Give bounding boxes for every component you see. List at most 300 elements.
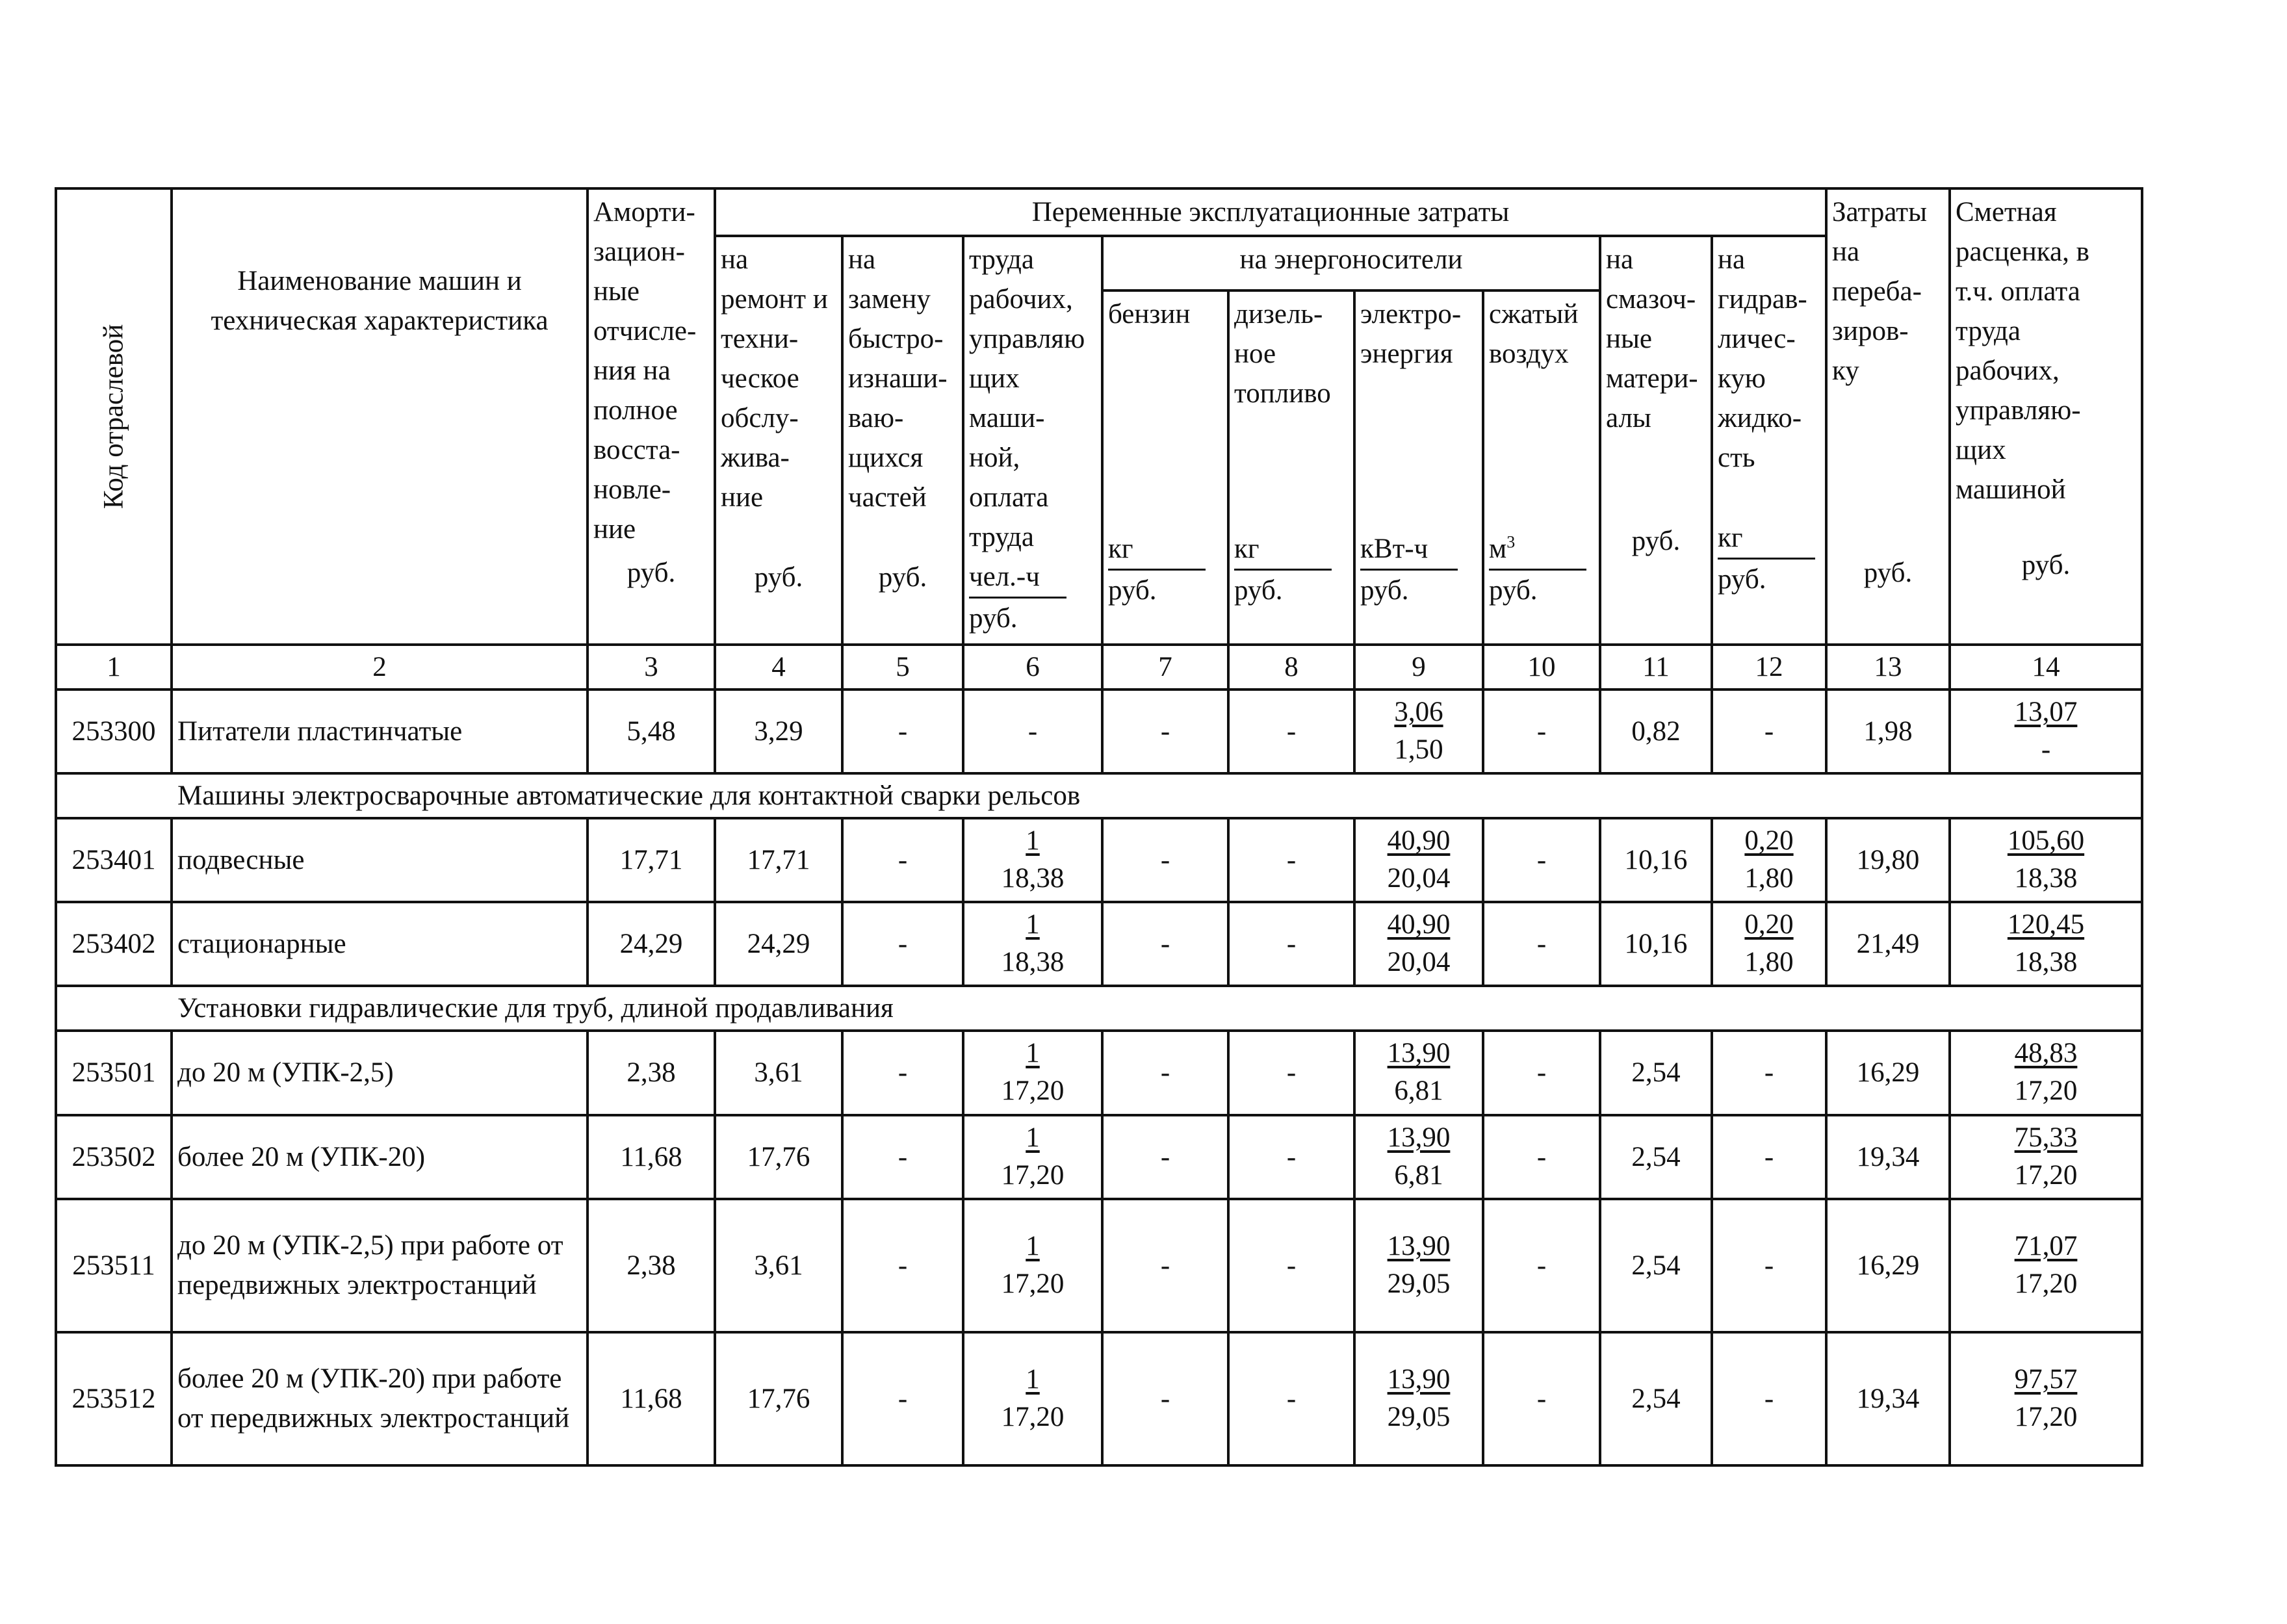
unit-kwh: кВт-ч: [1360, 529, 1458, 571]
unit-rub: руб.: [1631, 526, 1681, 557]
unit-rub: руб.: [1108, 574, 1157, 606]
column-number-row: [56, 645, 2142, 690]
header-line: быстро-: [848, 324, 944, 355]
header-code: [56, 188, 172, 645]
header-line: ные: [1606, 324, 1652, 355]
header-code-label: Код отраслевой: [98, 324, 129, 509]
header-petrol: [1102, 290, 1228, 645]
cell-amortization: 11,68: [588, 1115, 715, 1199]
row-name: Питатели пластинчатые: [172, 690, 588, 773]
header-row-1: [56, 188, 2142, 236]
cell-repair: 3,61: [715, 1031, 842, 1115]
header-line: ния на: [593, 355, 671, 387]
cell-labor-bottom: 18,38: [1001, 947, 1065, 978]
unit-rub: руб.: [1863, 558, 1913, 589]
cell-electric-top: 40,90: [1387, 909, 1451, 940]
cell-electric-fraction: [1388, 906, 1451, 981]
cell-estimate-top: 97,57: [2014, 1363, 2078, 1395]
cell-air: -: [1483, 1115, 1600, 1199]
unit-rub: руб.: [1718, 564, 1766, 595]
header-line: жива-: [721, 443, 790, 474]
row-name: до 20 м (УПК-2,5) при работе от передвижных электростанций: [172, 1199, 588, 1332]
cell-estimate-fraction: [2008, 822, 2084, 897]
cell-hydraulic-bottom: 1,80: [1744, 947, 1794, 978]
cell-petrol: -: [1102, 1199, 1228, 1332]
header-variable-costs: Переменные эксплуатационные затраты: [715, 188, 1826, 236]
cell-hydraulic-fraction: [1744, 906, 1793, 981]
cell-petrol: -: [1102, 1332, 1228, 1465]
cell-electric: [1354, 1115, 1483, 1199]
cell-estimate-fraction: [2015, 1228, 2078, 1303]
cell-estimate-bottom: 17,20: [2014, 1159, 2078, 1191]
cell-estimate-fraction: [2008, 906, 2084, 981]
cell-electric: [1354, 1031, 1483, 1115]
cell-electric-top: 13,90: [1387, 1038, 1451, 1069]
section-row: [56, 986, 2142, 1031]
cell-electric-top: 40,90: [1387, 825, 1451, 857]
header-line: топливо: [1234, 378, 1331, 409]
cell-labor-fraction: [1001, 1228, 1065, 1303]
cell-rebase: 19,34: [1826, 1115, 1950, 1199]
cell-electric-fraction: [1388, 1228, 1451, 1303]
cell-estimate-bottom: 17,20: [2014, 1268, 2078, 1299]
row-code: 253501: [56, 1031, 172, 1115]
cell-estimate: [1950, 690, 2142, 773]
cell-hydraulic-fraction: [1744, 822, 1793, 897]
unit-rub: руб.: [1360, 574, 1409, 606]
cell-air: -: [1483, 690, 1600, 773]
column-number-1: 1: [56, 645, 172, 690]
cell-electric-bottom: 29,05: [1387, 1401, 1451, 1432]
header-name-label: Наименование машин и техническая характеристика: [211, 266, 549, 337]
header-line: сть: [1718, 443, 1755, 474]
cell-electric-top: 13,90: [1387, 1363, 1451, 1395]
header-line: отчисле-: [593, 316, 697, 347]
header-line: ной,: [969, 443, 1020, 474]
header-line: кую: [1718, 363, 1766, 394]
row-name: стационарные: [172, 902, 588, 986]
header-line: полное: [593, 395, 678, 426]
cell-labor: [963, 1332, 1102, 1465]
cell-labor: -: [963, 690, 1102, 773]
header-line: ные: [593, 276, 640, 307]
unit-rub: руб.: [2021, 550, 2071, 581]
cell-amortization: 24,29: [588, 902, 715, 986]
header-line: щихся: [848, 443, 924, 474]
header-hydraulic-label: [1718, 240, 1820, 478]
header-line: обслу-: [721, 403, 799, 434]
header-repair: [715, 236, 842, 645]
cell-replace: -: [842, 1031, 963, 1115]
column-number-3: 3: [588, 645, 715, 690]
section-row: [56, 773, 2142, 818]
row-code: 253502: [56, 1115, 172, 1199]
cell-replace: -: [842, 690, 963, 773]
header-line: т.ч. оплата: [1956, 276, 2080, 307]
cell-estimate-fraction: [2015, 1035, 2078, 1110]
header-line: энергия: [1360, 338, 1453, 369]
header-line: труда: [969, 522, 1035, 553]
header-line: изнаши-: [848, 363, 948, 394]
cell-labor-top: 1: [1026, 1230, 1040, 1261]
cell-estimate-bottom: 17,20: [2014, 1401, 2078, 1432]
header-diesel-label: [1234, 294, 1349, 413]
cell-amortization: 11,68: [588, 1332, 715, 1465]
cell-estimate-fraction: [2015, 1361, 2078, 1436]
column-number-2: 2: [172, 645, 588, 690]
unit-rub: руб.: [1234, 574, 1283, 606]
header-line: управляю: [969, 324, 1085, 355]
header-line: управляю-: [1956, 395, 2081, 426]
table-body: [56, 188, 2142, 1465]
cell-hydraulic-top: 0,20: [1744, 909, 1794, 940]
column-number-4: 4: [715, 645, 842, 690]
row-code: 253402: [56, 902, 172, 986]
header-labor: [963, 236, 1102, 645]
unit-rub: руб.: [969, 603, 1018, 634]
column-number-10: 10: [1483, 645, 1600, 690]
cell-electric-bottom: 29,05: [1387, 1268, 1451, 1299]
cell-estimate: [1950, 1115, 2142, 1199]
cell-labor-bottom: 17,20: [1001, 1268, 1065, 1299]
header-line: техни-: [721, 324, 799, 355]
cell-amortization: 2,38: [588, 1031, 715, 1115]
header-line: частей: [848, 482, 927, 513]
header-line: ние: [593, 514, 636, 545]
header-hydraulic: [1712, 236, 1826, 645]
cell-electric-bottom: 6,81: [1394, 1159, 1443, 1191]
cell-estimate-top: 75,33: [2014, 1122, 2078, 1153]
cell-petrol: -: [1102, 1115, 1228, 1199]
header-line: машиной: [1956, 474, 2066, 506]
cell-amortization: 5,48: [588, 690, 715, 773]
cell-electric-bottom: 20,04: [1387, 863, 1451, 894]
cell-labor-top: 1: [1026, 825, 1040, 857]
header-replace-label: [848, 240, 957, 517]
cell-rebase: 16,29: [1826, 1031, 1950, 1115]
table-row: [56, 690, 2142, 773]
cell-rebase: 19,80: [1826, 818, 1950, 902]
row-code: 253511: [56, 1199, 172, 1332]
cell-diesel: -: [1228, 1031, 1354, 1115]
row-name: до 20 м (УПК-2,5): [172, 1031, 588, 1115]
cell-hydraulic: -: [1712, 1115, 1826, 1199]
cell-hydraulic: -: [1712, 1199, 1826, 1332]
header-line: замену: [848, 284, 931, 315]
table-row: [56, 1199, 2142, 1332]
cell-lube: 2,54: [1600, 1031, 1712, 1115]
header-line: рабочих,: [1956, 355, 2060, 387]
header-diesel: [1228, 290, 1354, 645]
table-row: [56, 902, 2142, 986]
row-name: более 20 м (УПК-20) при работе от передвижных электростанций: [172, 1332, 588, 1465]
cell-estimate-top: 48,83: [2014, 1038, 2078, 1069]
unit-man-hour: чел.-ч: [969, 557, 1066, 599]
header-electric: [1354, 290, 1483, 645]
cell-estimate: [1950, 1199, 2142, 1332]
cell-electric-top: 3,06: [1394, 697, 1443, 728]
cell-estimate: [1950, 902, 2142, 986]
header-line: сжатый: [1489, 298, 1579, 329]
cell-repair: 17,71: [715, 818, 842, 902]
cell-estimate-bottom: 17,20: [2014, 1076, 2078, 1107]
header-air-label: [1489, 294, 1594, 374]
cell-labor-top: 1: [1026, 909, 1040, 940]
header-estimate: [1950, 188, 2142, 645]
cell-hydraulic: [1712, 902, 1826, 986]
cell-rebase: 19,34: [1826, 1332, 1950, 1465]
header-line: жидко-: [1718, 403, 1802, 434]
unit-m3-base: м: [1489, 533, 1507, 564]
unit-rub: руб.: [878, 562, 927, 593]
header-repair-label: [721, 240, 836, 517]
header-lube: [1600, 236, 1712, 645]
header-line: на: [1832, 237, 1860, 268]
header-line: дизель-: [1234, 298, 1323, 329]
header-air: [1483, 290, 1600, 645]
cell-lube: 10,16: [1600, 902, 1712, 986]
row-code: 253512: [56, 1332, 172, 1465]
header-line: восста-: [593, 435, 680, 466]
cell-rebase: 16,29: [1826, 1199, 1950, 1332]
cell-electric-bottom: 20,04: [1387, 947, 1451, 978]
unit-kg: кг: [1234, 529, 1332, 571]
cell-electric-fraction: [1388, 1035, 1451, 1110]
cell-labor: [963, 1199, 1102, 1332]
header-line: ремонт и: [721, 284, 828, 315]
header-estimate-label: [1956, 192, 2136, 509]
cell-electric-fraction: [1394, 693, 1443, 769]
cell-hydraulic: [1712, 818, 1826, 902]
header-line: ное: [1234, 338, 1276, 369]
header-electric-label: [1360, 294, 1477, 374]
column-number-13: 13: [1826, 645, 1950, 690]
column-number-7: 7: [1102, 645, 1228, 690]
cell-electric-fraction: [1388, 1361, 1451, 1436]
cell-diesel: -: [1228, 818, 1354, 902]
cell-estimate-top: 105,60: [2007, 825, 2085, 857]
cell-diesel: -: [1228, 1199, 1354, 1332]
header-line: Затраты: [1832, 197, 1927, 227]
header-line: электро-: [1360, 298, 1462, 329]
section-title: Установки гидравлические для труб, длиной продавливания: [56, 986, 2142, 1031]
cell-air: -: [1483, 1031, 1600, 1115]
section-title: Машины электросварочные автоматические для контактной сварки рельсов: [56, 773, 2142, 818]
column-number-9: 9: [1354, 645, 1483, 690]
header-line: личес-: [1718, 324, 1796, 355]
cell-labor-fraction: [1001, 1035, 1065, 1110]
cell-electric: [1354, 818, 1483, 902]
cell-replace: -: [842, 818, 963, 902]
table-row: [56, 1115, 2142, 1199]
column-number-5: 5: [842, 645, 963, 690]
row-name: подвесные: [172, 818, 588, 902]
column-number-14: 14: [1950, 645, 2142, 690]
cell-hydraulic-bottom: 1,80: [1744, 863, 1794, 894]
unit-kg: кг: [1108, 529, 1206, 571]
header-name: [172, 188, 588, 645]
row-code: 253401: [56, 818, 172, 902]
row-name: более 20 м (УПК-20): [172, 1115, 588, 1199]
cell-lube: 2,54: [1600, 1332, 1712, 1465]
header-amortization: [588, 188, 715, 645]
unit-kg: кг: [1718, 518, 1815, 560]
row-code: 253300: [56, 690, 172, 773]
cell-hydraulic: -: [1712, 690, 1826, 773]
unit-rub: руб.: [754, 562, 803, 593]
cell-lube: 0,82: [1600, 690, 1712, 773]
cell-replace: -: [842, 1332, 963, 1465]
header-line: воздух: [1489, 338, 1569, 369]
cell-diesel: -: [1228, 1115, 1354, 1199]
cell-repair: 17,76: [715, 1332, 842, 1465]
cell-air: -: [1483, 1332, 1600, 1465]
header-line: Сметная: [1956, 197, 2057, 227]
cell-electric-bottom: 6,81: [1394, 1076, 1443, 1107]
cell-lube: 10,16: [1600, 818, 1712, 902]
cell-labor: [963, 1031, 1102, 1115]
cell-electric: [1354, 1199, 1483, 1332]
cell-repair: 17,76: [715, 1115, 842, 1199]
cell-labor: [963, 818, 1102, 902]
cell-amortization: 17,71: [588, 818, 715, 902]
header-line: ческое: [721, 363, 799, 394]
cell-amortization: 2,38: [588, 1199, 715, 1332]
cell-lube: 2,54: [1600, 1199, 1712, 1332]
cell-rebase: 21,49: [1826, 902, 1950, 986]
header-line: оплата: [969, 482, 1049, 513]
header-energy: на энергоносители: [1102, 236, 1600, 290]
header-line: щих: [969, 363, 1020, 394]
header-rebase-label: [1832, 192, 1944, 391]
unit-rub: руб.: [1489, 574, 1538, 606]
header-lube-label: [1606, 240, 1706, 438]
cell-repair: 3,29: [715, 690, 842, 773]
cell-electric: [1354, 1332, 1483, 1465]
cell-labor-top: 1: [1026, 1038, 1040, 1069]
header-line: щих: [1956, 435, 2006, 466]
column-number-8: 8: [1228, 645, 1354, 690]
header-line: на: [1718, 244, 1746, 276]
header-rebase: [1826, 188, 1950, 645]
cell-lube: 2,54: [1600, 1115, 1712, 1199]
cell-estimate-top: 120,45: [2007, 909, 2085, 940]
header-line: алы: [1606, 403, 1651, 434]
cell-labor: [963, 902, 1102, 986]
cell-electric-fraction: [1388, 822, 1451, 897]
cell-hydraulic: -: [1712, 1332, 1826, 1465]
cell-replace: -: [842, 1115, 963, 1199]
header-line: матери-: [1606, 363, 1698, 394]
header-line: на: [848, 244, 876, 276]
column-number-11: 11: [1600, 645, 1712, 690]
cell-repair: 3,61: [715, 1199, 842, 1332]
header-line: расценка, в: [1956, 237, 2089, 268]
cell-electric-bottom: 1,50: [1394, 734, 1443, 766]
cell-labor-bottom: 17,20: [1001, 1076, 1065, 1107]
header-line: смазоч-: [1606, 284, 1696, 315]
header-line: труда: [1956, 316, 2021, 347]
cell-petrol: -: [1102, 1031, 1228, 1115]
rates-table: [55, 187, 2143, 1467]
cell-estimate-fraction: [2015, 693, 2078, 769]
header-line: на: [721, 244, 749, 276]
cell-labor-top: 1: [1026, 1122, 1040, 1153]
cell-estimate-bottom: 18,38: [2014, 947, 2078, 978]
cell-air: -: [1483, 902, 1600, 986]
cell-labor-top: 1: [1026, 1363, 1040, 1395]
cell-estimate-fraction: [2015, 1119, 2078, 1194]
column-number-12: 12: [1712, 645, 1826, 690]
cell-estimate: [1950, 818, 2142, 902]
unit-m3: [1489, 529, 1586, 571]
cell-repair: 24,29: [715, 902, 842, 986]
header-line: зацион-: [593, 237, 685, 268]
cell-air: -: [1483, 1199, 1600, 1332]
cell-labor: [963, 1115, 1102, 1199]
cell-electric: [1354, 690, 1483, 773]
cell-estimate-bottom: 18,38: [2014, 863, 2078, 894]
header-labor-label: [969, 240, 1096, 557]
cell-electric: [1354, 902, 1483, 986]
cell-estimate-top: 71,07: [2014, 1230, 2078, 1261]
header-petrol-label: бензин: [1108, 298, 1191, 329]
header-line: рабочих,: [969, 284, 1073, 315]
cell-labor-fraction: [1001, 822, 1065, 897]
cell-electric-top: 13,90: [1387, 1230, 1451, 1261]
header-line: на: [1606, 244, 1634, 276]
cell-labor-fraction: [1001, 1119, 1065, 1194]
cell-hydraulic-top: 0,20: [1744, 825, 1794, 857]
header-line: новле-: [593, 474, 671, 506]
table-row: [56, 1332, 2142, 1465]
header-line: зиров-: [1832, 316, 1909, 347]
unit-m3-sup: 3: [1506, 532, 1516, 552]
cell-petrol: -: [1102, 690, 1228, 773]
cell-labor-bottom: 17,20: [1001, 1159, 1065, 1191]
header-line: гидрав-: [1718, 284, 1807, 315]
cell-labor-bottom: 17,20: [1001, 1401, 1065, 1432]
header-line: ваю-: [848, 403, 904, 434]
cell-labor-fraction: [1001, 906, 1065, 981]
header-line: маши-: [969, 403, 1045, 434]
header-line: ку: [1832, 355, 1859, 387]
cell-estimate: [1950, 1031, 2142, 1115]
cell-replace: -: [842, 902, 963, 986]
column-number-6: 6: [963, 645, 1102, 690]
header-line: ние: [721, 482, 764, 513]
cell-estimate: [1950, 1332, 2142, 1465]
cell-estimate-bottom: -: [2041, 734, 2051, 766]
cell-estimate-top: 13,07: [2014, 697, 2078, 728]
cell-labor-fraction: [1001, 1361, 1065, 1436]
cell-replace: -: [842, 1199, 963, 1332]
rates-table-container: [55, 187, 2141, 1467]
header-line: труда: [969, 244, 1035, 276]
cell-electric-fraction: [1388, 1119, 1451, 1194]
cell-hydraulic: -: [1712, 1031, 1826, 1115]
cell-labor-bottom: 18,38: [1001, 863, 1065, 894]
cell-petrol: -: [1102, 818, 1228, 902]
cell-petrol: -: [1102, 902, 1228, 986]
header-replace: [842, 236, 963, 645]
header-line: переба-: [1832, 276, 1922, 307]
cell-diesel: -: [1228, 1332, 1354, 1465]
table-row: [56, 1031, 2142, 1115]
header-line: Аморти-: [593, 197, 695, 227]
cell-electric-top: 13,90: [1387, 1122, 1451, 1153]
cell-air: -: [1483, 818, 1600, 902]
